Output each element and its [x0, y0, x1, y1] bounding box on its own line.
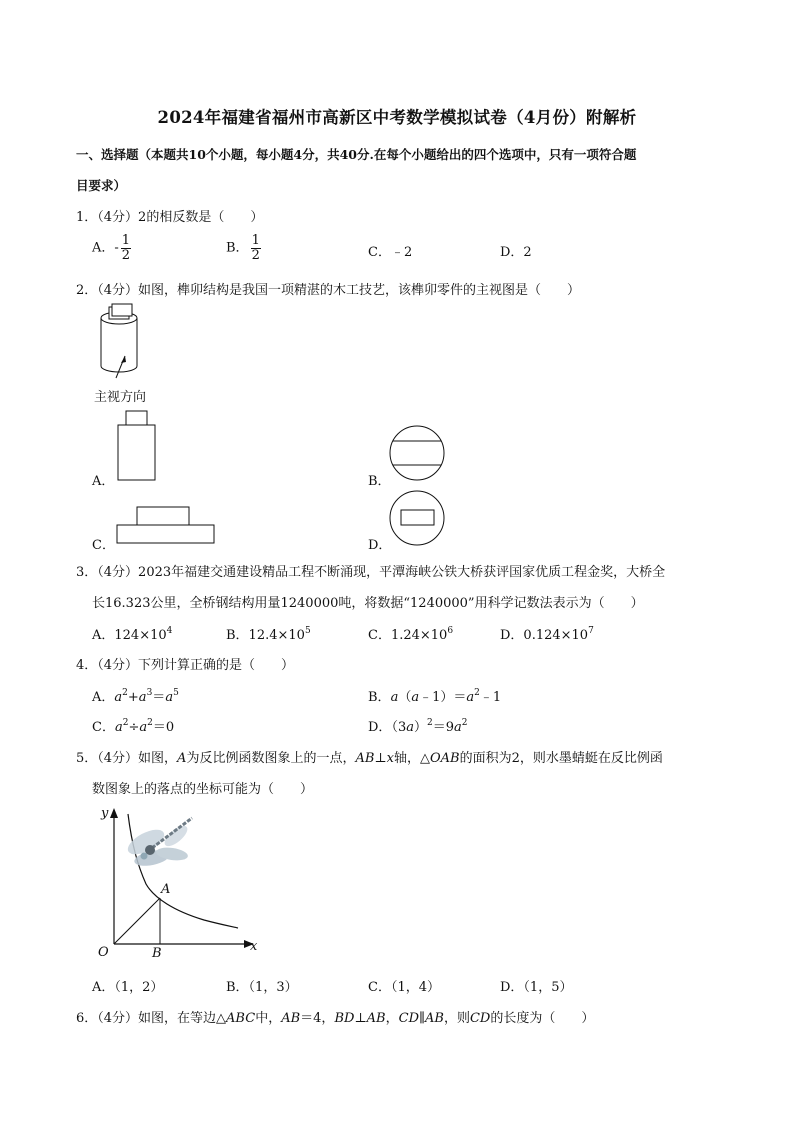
q2-mortise-figure	[90, 300, 160, 380]
q3-option-c-exponent: 6	[447, 626, 454, 636]
q5-var-x: x	[386, 751, 394, 766]
q6-parallel-symbol: ∥	[419, 1011, 426, 1026]
q4-option-d: D．$(3a)^2=9a^2$	[368, 718, 468, 735]
q6-var-ab-3: AB	[425, 1011, 444, 1026]
q5-label-b: B	[152, 946, 162, 961]
q4-option-a-label: A．	[92, 690, 115, 705]
q2-option-a-label: A．	[92, 474, 115, 489]
q4-option-c-label: C．	[92, 720, 115, 735]
q2-option-d-figure	[388, 489, 448, 549]
dragonfly-image	[124, 818, 192, 869]
q1-option-d: D．2	[500, 245, 532, 260]
q4-option-c: C．$a^2\div a^2=0$	[92, 718, 175, 735]
q5-perp-symbol: ⊥	[374, 751, 387, 766]
q5-option-b: B．（1，3）	[226, 980, 298, 995]
q2-option-d-label: D．	[368, 538, 392, 553]
q5-var-oab: OAB	[429, 751, 460, 766]
q5-text-2: 为反比例函数图象上的一点，	[186, 751, 356, 766]
q5-text-4: 的面积为2，则水墨蜻蜓在反比例函	[459, 751, 663, 766]
q5-label-a: A	[161, 882, 171, 897]
q4-option-b-label: B．	[368, 690, 391, 705]
page-title: 2024年福建省福州市高新区中考数学模拟试卷（4月份）附解析	[157, 108, 637, 127]
q2-option-b-figure	[388, 424, 448, 484]
q6-stem	[76, 1007, 594, 1026]
q3-option-b-base: B．12.4×10	[226, 628, 305, 643]
q1-option-b-label: B．	[226, 240, 249, 256]
q5-text-1: 5．（4分）如图，	[76, 751, 178, 766]
q3-option-c-base: C．1.24×10	[368, 628, 448, 643]
q1-option-a	[92, 234, 133, 262]
q1-option-b-denominator: 2	[251, 247, 260, 263]
q5-var-ab: AB	[355, 751, 375, 766]
q5-label-o: O	[98, 945, 109, 960]
q6-perp-symbol: ⊥	[354, 1011, 367, 1026]
q5-option-a: A．（1，2）	[92, 980, 164, 995]
q1-option-b	[226, 234, 263, 262]
q5-stem-line2: 数图象上的落点的坐标可能为（ ）	[92, 782, 314, 797]
q1-option-a-sign: -	[114, 240, 119, 256]
q5-option-d: D．（1，5）	[500, 980, 573, 995]
q6-var-ab-1: AB	[281, 1011, 301, 1026]
q3-option-a	[92, 624, 172, 643]
q5-stem-line1	[76, 747, 663, 766]
q3-option-a-exponent: 4	[166, 626, 173, 636]
q3-option-c	[368, 624, 453, 643]
q1-option-a-label: A．	[92, 240, 115, 256]
q3-stem-line2: 长16.323公里，全桥钢结构用量1240000吨，将数据“1240000”用科学记数法表示为（ ）	[92, 596, 644, 611]
q3-option-b	[226, 624, 311, 643]
q6-text-4: ，	[385, 1011, 399, 1026]
q2-view-direction-label: 主视方向	[94, 390, 147, 405]
q6-var-bd: BD	[334, 1011, 355, 1026]
q4-option-d-label: D．	[368, 720, 392, 735]
q5-option-c: C．（1，4）	[368, 980, 440, 995]
q1-option-b-numerator: 1	[251, 233, 260, 248]
q6-var-abc: ABC	[226, 1011, 256, 1026]
q5-segment-oa	[114, 898, 160, 944]
q6-var-cd: CD	[398, 1011, 419, 1026]
q1-option-c: C．﹣2	[368, 245, 413, 260]
q6-var-ab-2: AB	[366, 1011, 386, 1026]
q6-text-3: ＝4，	[300, 1011, 335, 1026]
q2-option-a-figure	[116, 410, 160, 482]
section-heading-line1: 一、选择题（本题共10个小题，每小题4分，共40分.在每个小题给出的四个选项中，只有一项符合题	[76, 147, 637, 162]
q3-option-d	[500, 624, 594, 643]
q3-option-a-base: A．124×10	[92, 628, 167, 643]
q1-stem: 1．（4分）2的相反数是（ ）	[76, 210, 264, 225]
q5-var-a: A	[177, 751, 187, 766]
q6-text-6: 的长度为（ ）	[490, 1011, 595, 1026]
q5-label-y: y	[101, 806, 109, 821]
q6-text-5: ，则	[443, 1011, 470, 1026]
q1-option-a-numerator: 1	[121, 233, 131, 248]
q6-var-cd-2: CD	[469, 1011, 491, 1026]
q2-option-b-label: B．	[368, 474, 391, 489]
q4-option-a: A．$a^2+a^3=a^5$	[92, 688, 179, 705]
q2-stem: 2．（4分）如图，榫卯结构是我国一项精湛的木工技艺，该榫卯零件的主视图是（ ）	[76, 283, 581, 298]
q2-option-c-figure	[116, 506, 218, 546]
section-heading-line2: 目要求）	[76, 178, 127, 193]
q5-text-3: 轴，△	[393, 751, 430, 766]
q5-label-x: x	[250, 939, 258, 954]
q2-option-c-label: C．	[92, 538, 115, 553]
q3-stem-line1: 3．（4分）2023年福建交通建设精品工程不断涌现，平潭海峡公铁大桥获评国家优质工程金奖，大桥全	[76, 565, 666, 580]
q3-option-b-exponent: 5	[304, 626, 311, 636]
q1-option-b-fraction	[251, 234, 261, 262]
q6-text-2: 中，	[255, 1011, 282, 1026]
q3-option-d-base: D．0.124×10	[500, 628, 589, 643]
q1-option-a-denominator: 2	[121, 247, 131, 263]
q1-option-a-fraction	[121, 234, 131, 262]
q4-stem: 4．（4分）下列计算正确的是（ ）	[76, 658, 295, 673]
q4-option-b: B．$a(a﹣1)=a^2﹣1$	[368, 688, 502, 705]
q6-text-1: 6．（4分）如图，在等边△	[76, 1011, 227, 1026]
q3-option-d-exponent: 7	[588, 626, 594, 636]
q5-function-graph	[94, 806, 264, 966]
